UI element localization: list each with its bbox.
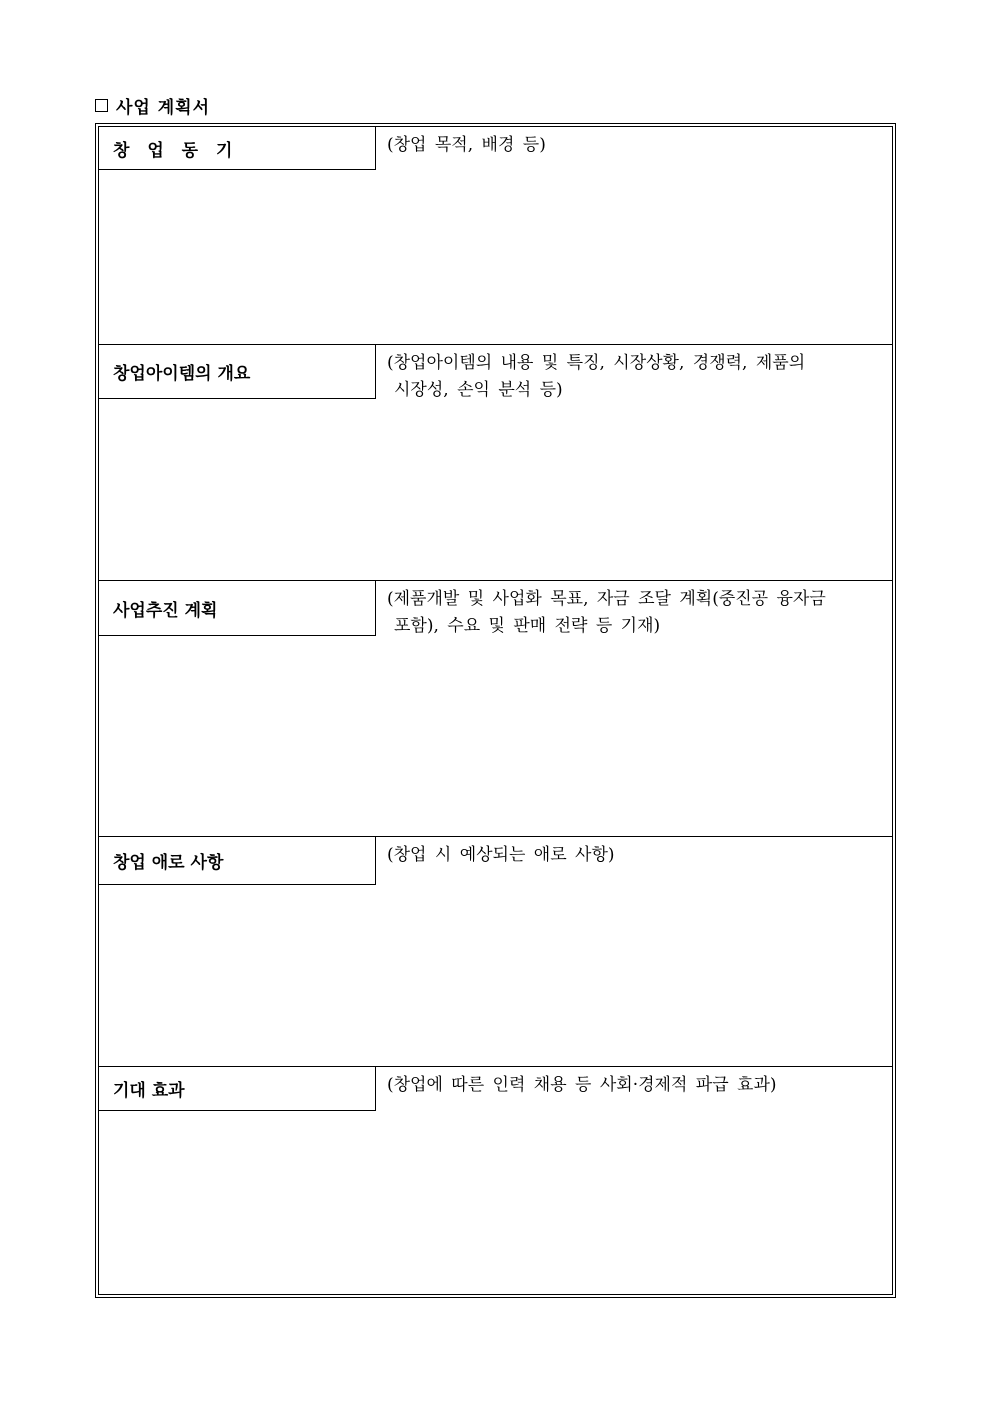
section-label: 기대 효과: [99, 1067, 376, 1111]
section-label: 창업 애로 사항: [99, 837, 376, 885]
section-item-overview: [99, 344, 892, 581]
section-label: 사업추진 계획: [99, 581, 376, 636]
section-description[interactable]: [387, 1072, 888, 1099]
section-description-line1: (창업아이템의 내용 및 특징, 시장상황, 경쟁력, 제품의: [387, 353, 806, 373]
document-title: [95, 92, 210, 118]
section-description[interactable]: [387, 350, 888, 404]
section-description-line2: 시장성, 손익 분석 등): [394, 380, 563, 400]
section-description-line2: 포함), 수요 및 판매 전략 등 기재): [394, 616, 661, 636]
section-description-line1: (창업 목적, 배경 등): [387, 135, 546, 155]
document-title-text: 사업 계획서: [116, 97, 211, 118]
checkbox-icon: [95, 99, 108, 112]
section-expected-effects: [99, 1066, 892, 1294]
table-inner-frame: [98, 126, 893, 1295]
section-difficulties: [99, 836, 892, 1067]
section-label: 창 업 동 기: [99, 127, 376, 170]
business-plan-table: [95, 123, 896, 1298]
section-description[interactable]: [387, 132, 888, 159]
section-label: 창업아이템의 개요: [99, 345, 376, 399]
section-description-line1: (창업 시 예상되는 애로 사항): [387, 845, 615, 865]
section-description-line1: (제품개발 및 사업화 목표, 자금 조달 계획(중진공 융자금: [387, 589, 826, 609]
section-description[interactable]: [387, 586, 888, 640]
section-business-plan: [99, 580, 892, 837]
section-motivation: [99, 127, 892, 344]
section-description-line1: (창업에 따른 인력 채용 등 사회·경제적 파급 효과): [387, 1075, 777, 1095]
section-description[interactable]: [387, 842, 888, 869]
